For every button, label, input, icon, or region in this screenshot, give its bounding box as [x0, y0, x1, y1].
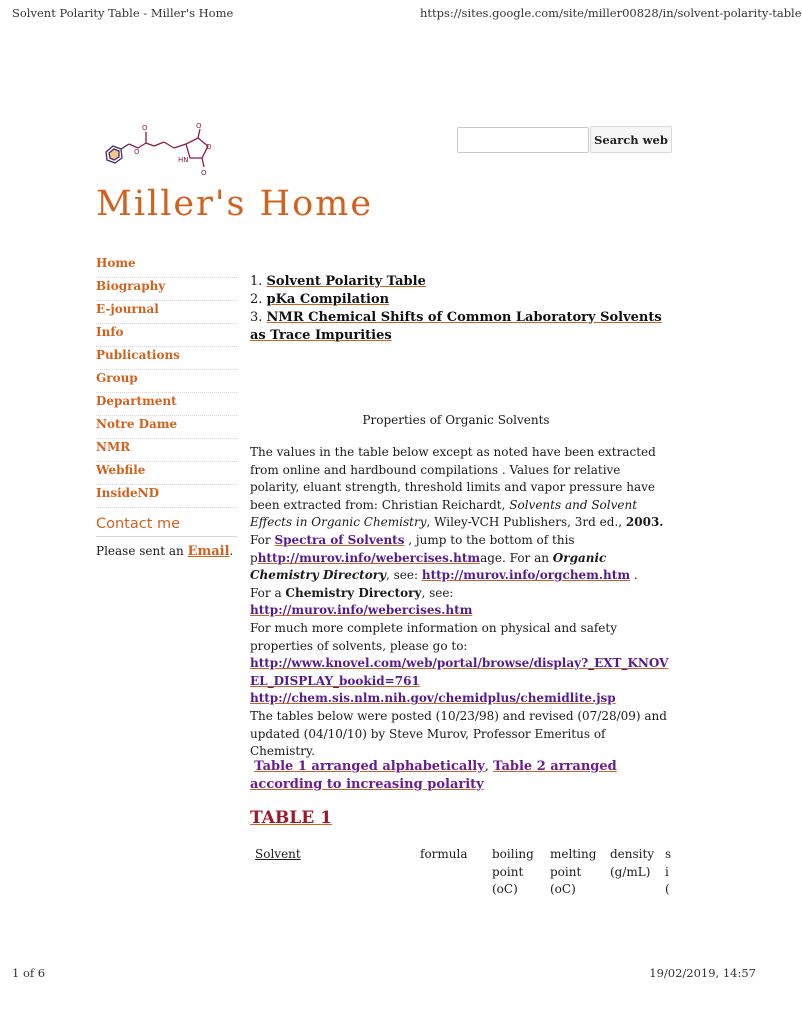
orgchem-label: Organic Chemistry Directory [250, 550, 607, 583]
nav-item-webfile[interactable]: Webfile [96, 462, 237, 485]
print-page-indicator: 1 of 6 [12, 966, 46, 980]
molecule-logo-icon [94, 120, 224, 182]
print-datetime: 19/02/2019, 14:57 [649, 966, 756, 980]
intro-paragraph [250, 444, 670, 761]
nav-item-home[interactable]: Home [96, 255, 237, 278]
spectra-link[interactable]: Spectra of Solvents [274, 532, 405, 547]
table2-link[interactable]: Table 2 arranged according to increasing polarity [250, 759, 617, 792]
nav-item-biography[interactable]: Biography [96, 278, 237, 301]
svg-text:O: O [206, 143, 212, 151]
sidebar-nav [96, 255, 237, 508]
intro-text: The values in the table below except as noted have been extracted from online and hardbound compilations . Values for relative polarity, eluant strength, threshold limits and vapor pressure have been extracted from: Christian Reichardt, [250, 445, 656, 512]
col-header-formula: formula [420, 847, 468, 861]
col-header-melting-point: melting point (oC) [550, 847, 597, 897]
section-heading: Properties of Organic Solvents [362, 413, 550, 427]
print-page-title: Solvent Polarity Table - Miller's Home [12, 6, 234, 20]
nav-item-notre-dame[interactable]: Notre Dame [96, 416, 237, 439]
table1-link[interactable]: Table 1 arranged alphabetically [254, 759, 485, 774]
print-url: https://sites.google.com/site/miller00828/in/solvent-polarity-table [420, 6, 802, 20]
nav-item-group[interactable]: Group [96, 370, 237, 393]
svg-text:O: O [134, 148, 140, 156]
nav-item-department[interactable]: Department [96, 393, 237, 416]
book-title: Solvents and Solvent Effects in Organic Chemistry [250, 497, 638, 530]
period-text: . [630, 568, 638, 583]
edition-year: 2003. [625, 515, 664, 530]
orgchem-link[interactable]: http://murov.info/orgchem.htm [421, 568, 631, 583]
table1-title: TABLE 1 [250, 808, 332, 828]
chem-see-text: , see: [421, 585, 454, 600]
jump-text: , jump to the bottom of this p [250, 532, 575, 565]
more-info-text: For much more complete information on physical and safety properties of solvents, please go to: [250, 620, 618, 653]
email-link[interactable]: Email [187, 544, 230, 559]
nav-item-info[interactable]: Info [96, 324, 237, 347]
nav-item-publications[interactable]: Publications [96, 347, 237, 370]
col-header-boiling-point: boiling point (oC) [492, 847, 534, 897]
toc-item [250, 309, 670, 345]
toc-link-solvent-polarity[interactable]: Solvent Polarity Table [266, 274, 426, 289]
toc-number: 1. [250, 274, 263, 289]
toc-number: 2. [250, 292, 263, 307]
toc-item [250, 291, 670, 309]
col-header-truncated: s i ( [665, 847, 672, 897]
table-links-sep: , [484, 759, 494, 774]
chemid-link[interactable]: http://chem.sis.nlm.nih.gov/chemidplus/chemidlite.jsp [250, 691, 616, 706]
nav-item-nmr[interactable]: NMR [96, 439, 237, 462]
chem-dir-label: Chemistry Directory [285, 585, 422, 600]
knovel-link[interactable]: http://www.knovel.com/web/portal/browse/display?_EXT_KNOVEL_DISPLAY_bookid=761 [250, 656, 669, 688]
nav-item-insidend[interactable]: InsideND [96, 485, 237, 508]
toc-item [250, 273, 670, 291]
posted-text: The tables below were posted (10/23/98) and revised (07/28/09) and updated (04/10/10) by Steve Murov, Professor Emeritus of Chemistry. [250, 708, 667, 759]
contact-text-after: . [229, 544, 234, 558]
toc-number: 3. [250, 310, 263, 325]
see-text: , see: [386, 568, 422, 583]
contact-text [96, 544, 233, 559]
svg-text:O: O [142, 124, 148, 132]
svg-text:O: O [196, 122, 202, 130]
svg-text:HN: HN [178, 156, 189, 164]
contact-divider [96, 536, 237, 537]
search-input[interactable] [457, 127, 589, 153]
search-web-button[interactable]: Search web [590, 126, 672, 153]
chem-dir-link[interactable]: http://murov.info/webercises.htm [250, 603, 473, 618]
contact-text-before: Please sent an [96, 544, 184, 558]
col-header-solvent: Solvent [255, 847, 301, 861]
site-title: Miller's Home [96, 184, 374, 224]
contact-title: Contact me [96, 516, 181, 532]
table-links [250, 758, 670, 794]
toc-link-nmr-shifts[interactable]: NMR Chemical Shifts of Common Laboratory Solvents as Trace Impurities [250, 310, 662, 343]
svg-text:O: O [201, 169, 207, 177]
col-header-density: density (g/mL) [610, 847, 655, 879]
age-text: age. For an [480, 550, 553, 565]
toc-list [250, 273, 670, 345]
webercises-link[interactable]: http://murov.info/webercises.htm [257, 550, 481, 565]
publisher-text: , Wiley-VCH Publishers, 3rd ed., [426, 515, 626, 530]
nav-item-e-journal[interactable]: E-journal [96, 301, 237, 324]
for-a-text: For a [250, 585, 286, 600]
toc-link-pka[interactable]: pKa Compilation [266, 292, 390, 307]
for-text: For [250, 532, 275, 547]
